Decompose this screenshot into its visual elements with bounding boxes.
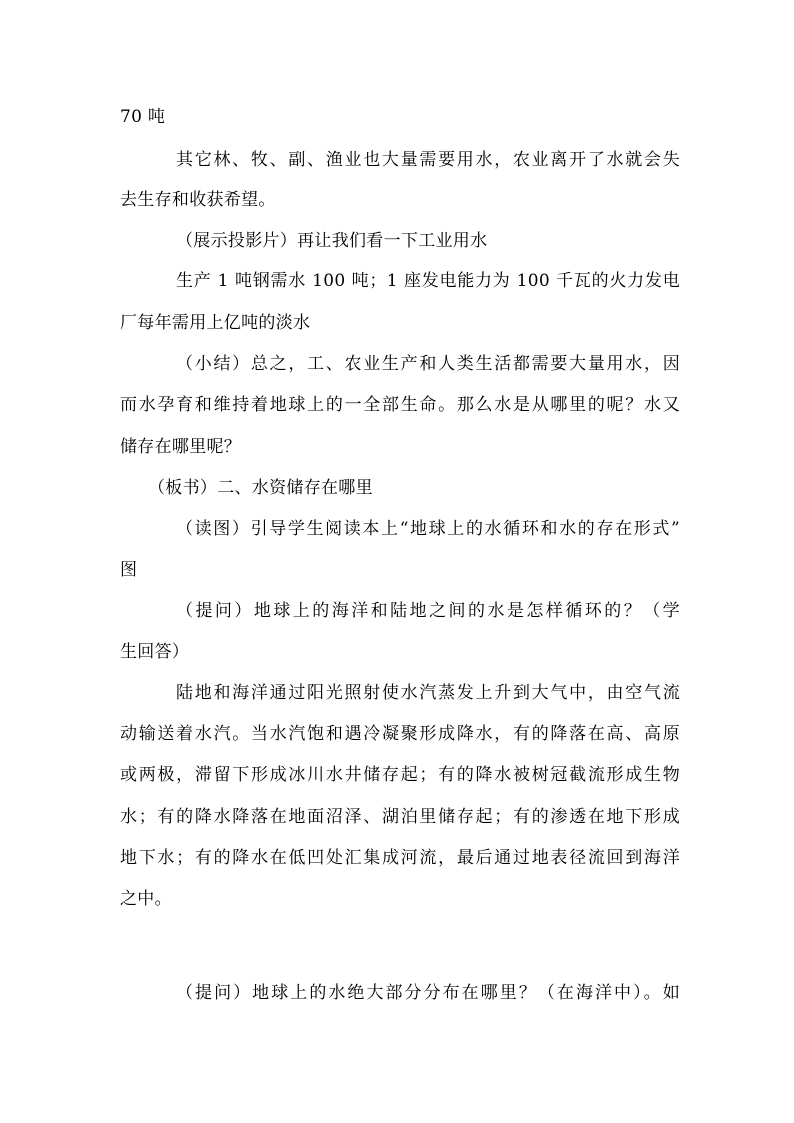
text-line-11: （读图）引导学生阅读本上“地球上的水循环和水的存在形式”: [176, 519, 680, 539]
text-line-20: 之中。: [120, 889, 172, 909]
text-line-21: （提问）地球上的水绝大部分分布在哪里？（在海洋中）。如: [176, 983, 680, 1003]
text-line-16: 动输送着水汽。当水汽饱和遇冷凝聚形成降水，有的降落在高、高原: [120, 724, 680, 744]
text-line-17: 或两极，滞留下形成冰川水井储存起；有的降水被树冠截流形成生物: [120, 765, 680, 785]
text-line-2: 其它林、牧、副、渔业也大量需要用水，农业离开了水就会失: [176, 150, 680, 170]
text-line-19: 地下水；有的降水在低凹处汇集成河流，最后通过地表径流回到海洋: [120, 848, 680, 868]
text-line-10: （板书）二、水资储存在哪里: [148, 478, 373, 498]
text-line-12: 图: [120, 560, 138, 580]
text-line-7: （小结）总之，工、农业生产和人类生活都需要大量用水，因: [176, 354, 680, 374]
text-line-15: 陆地和海洋通过阳光照射使水汽蒸发上升到大气中，由空气流: [176, 683, 680, 703]
text-line-13: （提问）地球上的海洋和陆地之间的水是怎样循环的？（学: [176, 601, 680, 621]
text-line-8: 而水孕育和维持着地球上的一全部生命。那么水是从哪里的呢？水又: [120, 395, 680, 415]
text-line-4: （展示投影片）再让我们看一下工业用水: [176, 231, 488, 251]
text-line-14: 生回答）: [120, 642, 190, 662]
text-line-1: 70 吨: [120, 107, 166, 127]
text-line-9: 储存在哪里呢？: [120, 437, 242, 457]
text-line-6: 厂每年需用上亿吨的淡水: [120, 313, 311, 333]
text-line-18: 水；有的降水降落在地面沼泽、湖泊里储存起；有的渗透在地下形成: [120, 807, 680, 827]
text-line-5: 生产 1 吨钢需水 100 吨；1 座发电能力为 100 千瓦的火力发电: [176, 271, 680, 291]
text-line-3: 去生存和收获希望。: [120, 190, 276, 210]
